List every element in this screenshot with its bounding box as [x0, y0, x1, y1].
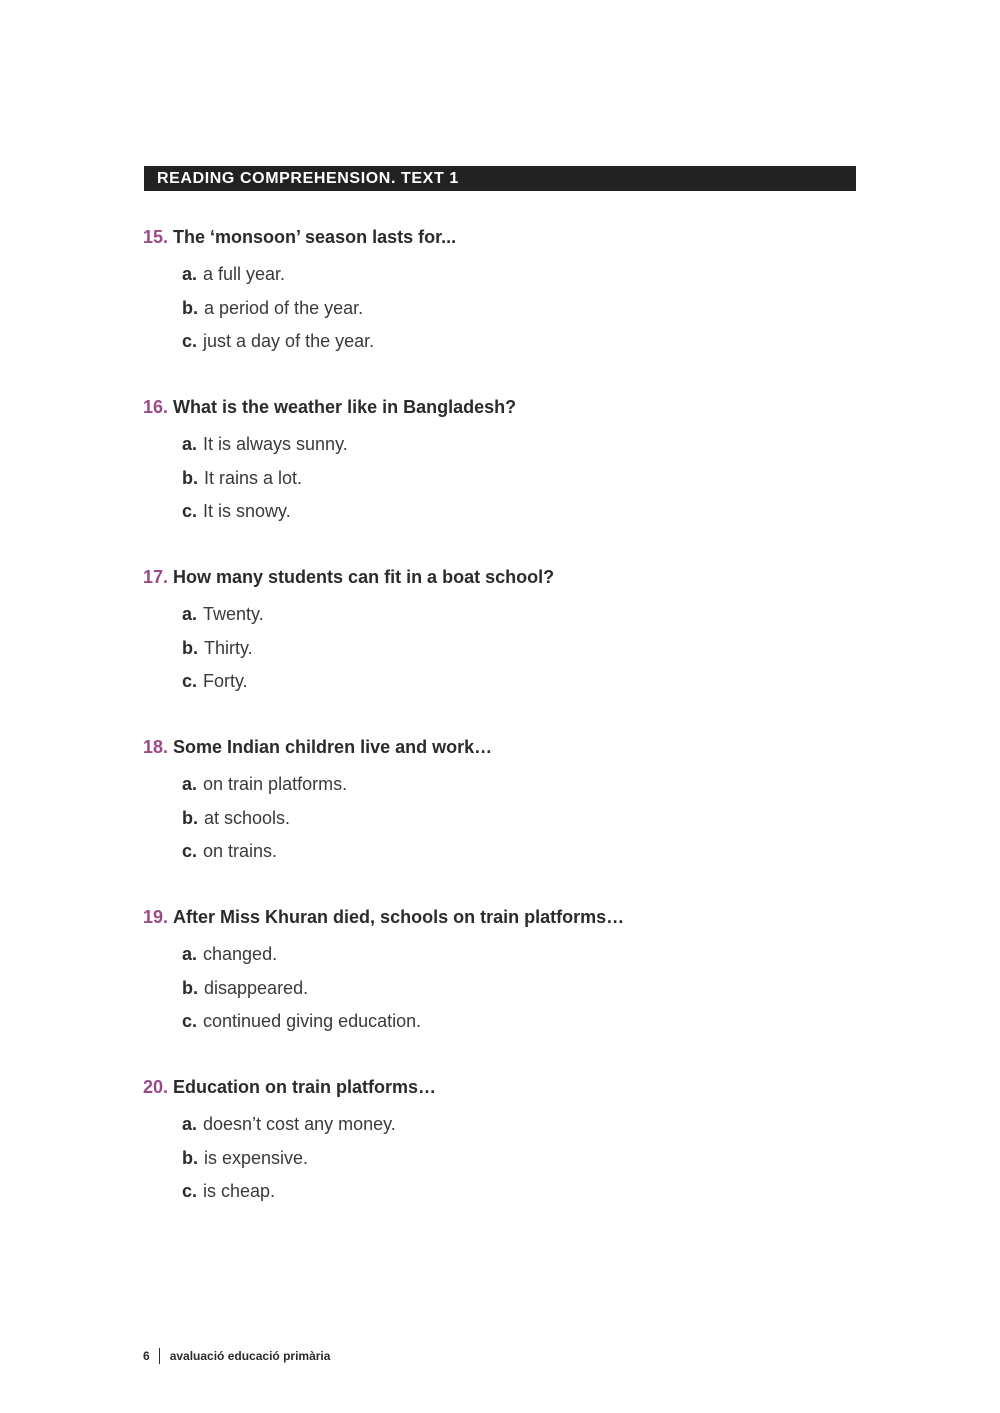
- question-text: After Miss Khuran died, schools on train platforms…: [173, 907, 625, 927]
- option-text: It is snowy.: [203, 501, 291, 522]
- option-b[interactable]: [182, 977, 903, 999]
- option-b[interactable]: [182, 637, 903, 659]
- question-number: 17.: [143, 567, 169, 587]
- page-footer: [143, 1348, 330, 1364]
- question-number: 16.: [143, 397, 169, 417]
- page-number: 6: [143, 1349, 150, 1363]
- option-b[interactable]: [182, 297, 903, 319]
- option-list: [182, 943, 903, 1032]
- option-c[interactable]: [182, 500, 903, 522]
- question-heading: [143, 1076, 903, 1098]
- option-a[interactable]: [182, 773, 903, 795]
- option-text: at schools.: [204, 807, 291, 828]
- option-letter: c.: [182, 1181, 198, 1202]
- option-text: It is always sunny.: [203, 434, 348, 454]
- option-b[interactable]: [182, 1147, 903, 1169]
- question-15: [143, 226, 903, 364]
- question-number: 18.: [143, 737, 169, 757]
- question-18: [143, 736, 903, 874]
- option-list: [182, 603, 903, 692]
- question-heading: [143, 566, 903, 588]
- option-list: [182, 1113, 903, 1202]
- option-text: It rains a lot.: [204, 467, 303, 488]
- question-16: [143, 396, 903, 534]
- option-letter: b.: [182, 1147, 198, 1168]
- option-c[interactable]: [182, 1180, 903, 1202]
- option-c[interactable]: [182, 330, 903, 352]
- option-text: doesn’t cost any money.: [203, 1114, 396, 1134]
- option-letter: c.: [182, 841, 198, 862]
- option-b[interactable]: [182, 467, 903, 489]
- option-letter: b.: [182, 297, 198, 318]
- question-heading: [143, 736, 903, 758]
- option-list: [182, 263, 903, 352]
- option-text: on train platforms.: [203, 774, 348, 794]
- option-text: is cheap.: [203, 1181, 276, 1202]
- option-letter: b.: [182, 637, 198, 658]
- option-letter: a.: [182, 1114, 198, 1134]
- option-text: Thirty.: [204, 637, 253, 658]
- option-text: changed.: [203, 944, 278, 964]
- question-text: Some Indian children live and work…: [173, 737, 493, 757]
- option-a[interactable]: [182, 1113, 903, 1135]
- option-text: just a day of the year.: [203, 331, 375, 352]
- question-text: Education on train platforms…: [173, 1077, 437, 1097]
- option-letter: c.: [182, 671, 198, 692]
- option-text: on trains.: [203, 841, 278, 862]
- option-text: continued giving education.: [203, 1011, 422, 1032]
- question-number: 20.: [143, 1077, 169, 1097]
- question-number: 15.: [143, 227, 169, 247]
- option-letter: c.: [182, 331, 198, 352]
- option-letter: c.: [182, 1011, 198, 1032]
- option-letter: a.: [182, 264, 198, 284]
- option-a[interactable]: [182, 943, 903, 965]
- footer-divider: [159, 1348, 160, 1364]
- option-letter: b.: [182, 977, 198, 998]
- option-list: [182, 773, 903, 862]
- option-letter: a.: [182, 434, 198, 454]
- question-text: What is the weather like in Bangladesh?: [173, 397, 517, 417]
- question-19: [143, 906, 903, 1044]
- option-text: is expensive.: [204, 1147, 309, 1168]
- question-text: How many students can fit in a boat school?: [173, 567, 555, 587]
- option-letter: a.: [182, 774, 198, 794]
- question-17: [143, 566, 903, 704]
- option-letter: b.: [182, 807, 198, 828]
- option-letter: a.: [182, 944, 198, 964]
- option-a[interactable]: [182, 603, 903, 625]
- question-heading: [143, 906, 903, 928]
- option-letter: b.: [182, 467, 198, 488]
- option-text: Twenty.: [203, 604, 264, 624]
- option-text: a period of the year.: [204, 297, 364, 318]
- option-b[interactable]: [182, 807, 903, 829]
- option-c[interactable]: [182, 1010, 903, 1032]
- question-heading: [143, 396, 903, 418]
- option-text: disappeared.: [204, 977, 309, 998]
- option-text: a full year.: [203, 264, 286, 284]
- question-number: 19.: [143, 907, 169, 927]
- question-text: The ‘monsoon’ season lasts for...: [173, 227, 457, 247]
- section-title: READING COMPREHENSION. TEXT 1: [157, 170, 459, 187]
- option-letter: c.: [182, 501, 198, 522]
- option-a[interactable]: [182, 433, 903, 455]
- option-list: [182, 433, 903, 522]
- option-a[interactable]: [182, 263, 903, 285]
- option-letter: a.: [182, 604, 198, 624]
- option-text: Forty.: [203, 671, 248, 692]
- footer-text: avaluació educació primària: [169, 1349, 331, 1363]
- section-header: [144, 166, 856, 191]
- question-20: [143, 1076, 903, 1214]
- option-c[interactable]: [182, 840, 903, 862]
- option-c[interactable]: [182, 670, 903, 692]
- question-heading: [143, 226, 903, 248]
